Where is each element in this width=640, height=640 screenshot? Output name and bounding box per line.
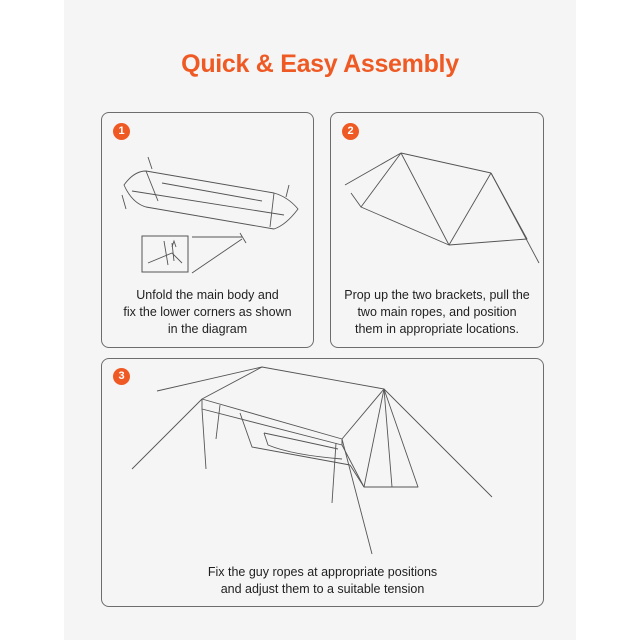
corner-stake xyxy=(148,157,152,169)
tent-body-fold xyxy=(270,193,274,227)
corner-stake xyxy=(122,195,126,209)
awning-top xyxy=(202,367,384,439)
ridge-line xyxy=(401,153,491,173)
back-rope xyxy=(491,173,539,263)
step-2-badge: 2 xyxy=(342,123,359,140)
tent-door xyxy=(264,433,342,459)
assembly-guide xyxy=(64,0,576,640)
step-3-card xyxy=(101,358,544,607)
step-2-caption: Prop up the two brackets, pull the two main ropes, and position them in appropriate locations. xyxy=(344,288,530,336)
step-1-badge: 1 xyxy=(113,123,130,140)
step-3-badge: 3 xyxy=(113,368,130,385)
corner-detail-box xyxy=(142,236,188,272)
awning-pole xyxy=(216,405,220,439)
tent-body-outline xyxy=(124,171,298,229)
tent-body-fold xyxy=(146,171,158,201)
page-title: Quick & Easy Assembly xyxy=(181,50,459,78)
callout-line xyxy=(192,239,242,273)
step-1-caption: Unfold the main body and fix the lower corners as shown in the diagram xyxy=(123,288,292,336)
awning-pole xyxy=(202,409,206,469)
propped-tent-illustration xyxy=(331,113,545,283)
front-rope xyxy=(345,153,401,185)
tent-back-face xyxy=(449,173,527,245)
tent-body xyxy=(240,413,350,465)
guy-rope xyxy=(132,399,202,469)
unfolded-tent-body-illustration xyxy=(102,113,315,283)
guy-rope xyxy=(384,389,492,497)
step-1-card xyxy=(101,112,314,348)
tent-base xyxy=(351,193,361,207)
finished-tent-illustration xyxy=(102,359,545,559)
corner-stake xyxy=(286,185,289,197)
step-2-card xyxy=(330,112,544,348)
guy-rope xyxy=(342,439,372,554)
tent-front-face xyxy=(401,153,449,245)
guy-rope xyxy=(157,367,262,391)
rear-triangle-line xyxy=(384,389,392,487)
tent-body-fold xyxy=(132,191,284,215)
tent-side xyxy=(449,173,491,245)
step-3-caption: Fix the guy ropes at appropriate positions and adjust them to a suitable tension xyxy=(207,565,438,596)
awning-front-edge xyxy=(202,399,342,445)
tent-front-face xyxy=(361,153,449,245)
corner-stake xyxy=(240,233,246,243)
awning-pole xyxy=(332,443,336,503)
